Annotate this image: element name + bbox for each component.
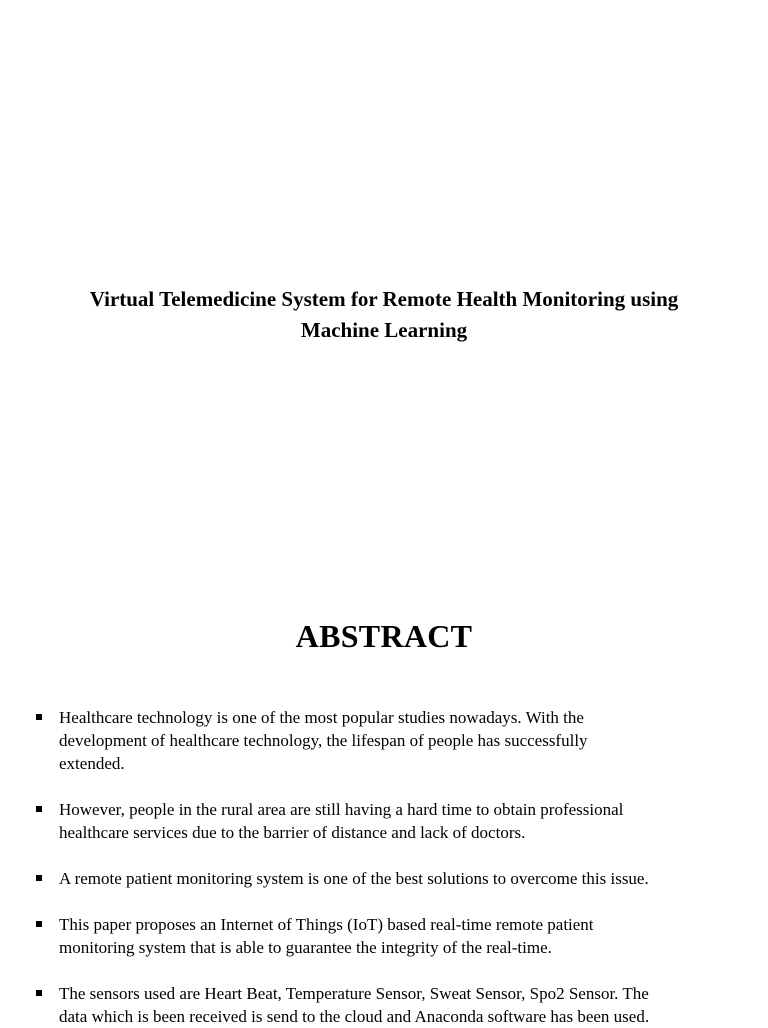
bullet-item-3 bbox=[36, 867, 756, 890]
bullet-item-2 bbox=[36, 798, 756, 844]
bullet-line: data which is been received is send to the cloud and Anaconda software has been used. bbox=[59, 1007, 650, 1026]
bullet-line: Healthcare technology is one of the most popular studies nowadays. With the bbox=[59, 708, 584, 727]
bullet-item-5 bbox=[36, 982, 756, 1028]
square-bullet-icon bbox=[36, 714, 42, 720]
bullet-text bbox=[59, 982, 756, 1028]
bullet-line: The sensors used are Heart Beat, Temperature Sensor, Sweat Sensor, Spo2 Sensor. The bbox=[59, 984, 649, 1003]
square-bullet-icon bbox=[36, 806, 42, 812]
title-line-1: Virtual Telemedicine System for Remote Health Monitoring using bbox=[89, 287, 679, 311]
bullet-line: extended. bbox=[59, 754, 125, 773]
document-title bbox=[0, 284, 768, 346]
bullet-line: monitoring system that is able to guarantee the integrity of the real-time. bbox=[59, 938, 552, 957]
bullet-line: This paper proposes an Internet of Things (IoT) based real-time remote patient bbox=[59, 915, 594, 934]
bullet-text bbox=[59, 706, 756, 775]
title-line-2: Machine Learning bbox=[300, 318, 468, 342]
bullet-line: development of healthcare technology, the lifespan of people has successfully bbox=[59, 731, 588, 750]
abstract-heading: ABSTRACT bbox=[295, 618, 473, 654]
bullet-line: A remote patient monitoring system is one of the best solutions to overcome this issue. bbox=[59, 869, 649, 888]
bullet-text bbox=[59, 798, 756, 844]
bullet-line: However, people in the rural area are still having a hard time to obtain professional bbox=[59, 800, 624, 819]
bullet-text bbox=[59, 913, 756, 959]
square-bullet-icon bbox=[36, 921, 42, 927]
bullet-item-4 bbox=[36, 913, 756, 959]
bullet-text bbox=[59, 867, 756, 890]
bullet-line: healthcare services due to the barrier of distance and lack of doctors. bbox=[59, 823, 526, 842]
bullet-item-1 bbox=[36, 706, 756, 775]
square-bullet-icon bbox=[36, 990, 42, 996]
square-bullet-icon bbox=[36, 875, 42, 881]
